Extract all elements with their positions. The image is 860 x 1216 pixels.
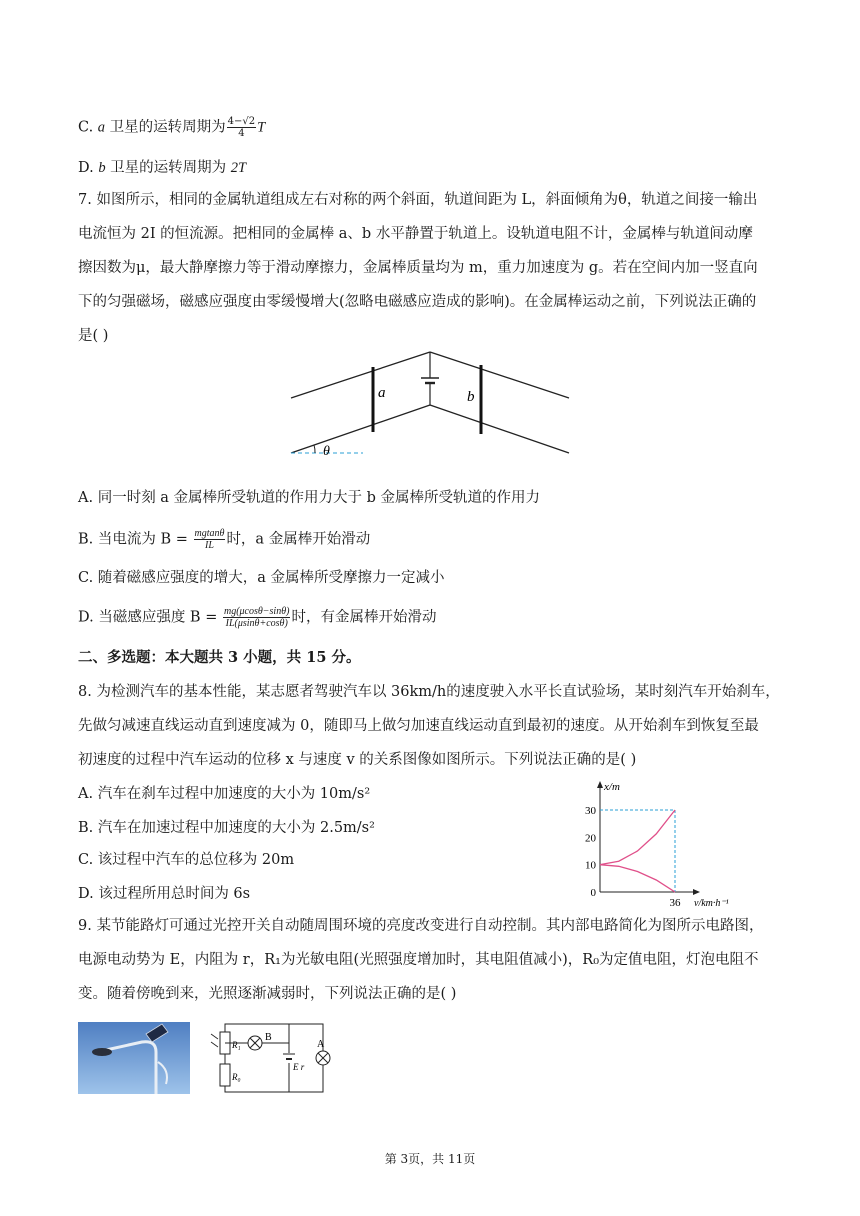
y-axis-label: x/m [604,781,620,793]
q8-option-a: A. 汽车在刹车过程中加速度的大小为 10m/s² [78,786,371,802]
section-heading: 二、多选题：本大题共 3 小题，共 15 分。 [78,649,361,666]
r0-label: R₀ [232,1072,241,1082]
lamp-a-label: A [317,1039,325,1050]
series-line-2 [600,865,675,892]
q7-option-a: A. 同一时刻 a 金属棒所受轨道的作用力大于 b 金属棒所受轨道的作用力 [78,490,541,506]
y-tick-label: 0 [590,887,596,899]
lamp-b-label: B [265,1032,272,1043]
q8-stem-line: 初速度的过程中汽车运动的位移 x 与速度 v 的关系图像如图所示。下列说法正确的是( ) [78,752,637,768]
q7-option-b: B. 当电流为 B = $\frac{mgtan\theta}{IL}$ 时，a 金属棒开始滑动 [78,528,371,551]
q7-rail-diagram [285,345,575,465]
source-label: E r [293,1062,305,1072]
lamp-circuit-diagram [205,1020,345,1096]
street-lamp-photo [78,1022,190,1094]
q9-stem-line: 电源电动势为 E，内阻为 r，R₁为光敏电阻(光照强度增加时，其电阻值减小)，R₀为定值电阻，灯泡电阻不 [78,952,759,968]
xv-chart [570,774,770,910]
q7-stem-line: 电流恒为 2I 的恒流源。把相同的金属棒 a、b 水平静置于轨道上。设轨道电阻不计，金属棒与轨道间动摩 [78,226,753,242]
q8-stem-line: 8. 为检测汽车的基本性能，某志愿者驾驶汽车以 36km/h的速度驶入水平长直试验场，某时刻汽车开始刹车， [78,684,780,700]
label-theta: θ [323,444,330,459]
label-b: b [467,389,475,405]
label-a: a [378,385,386,401]
q6-option-c: C. a 卫星的运转周期为 $\frac{4-√2}{4}$ T [78,116,266,139]
q8-option-b: B. 汽车在加速过程中加速度的大小为 2.5m/s² [78,820,375,836]
x-axis-label: v/km·h⁻¹ [694,898,729,909]
q8-stem-line: 先做匀减速直线运动直到速度减为 0，随即马上做匀加速直线运动直到最初的速度。从开始刹车到恢复至最 [78,718,759,734]
q9-stem-line: 变。随着傍晚到来，光照逐渐减弱时，下列说法正确的是( ) [78,986,457,1002]
q7-stem-line: 7. 如图所示，相同的金属轨道组成左右对称的两个斜面，轨道间距为 L，斜面倾角为θ，轨道之间接一输出 [78,192,758,208]
q7-stem-line: 擦因数为μ，最大静摩擦力等于滑动摩擦力，金属棒质量均为 m，重力加速度为 g。若在空间内加一竖直向 [78,260,758,276]
y-tick-label: 30 [585,805,596,817]
y-tick-label: 20 [585,832,596,845]
q7-stem-line: 下的匀强磁场，磁感应强度由零缓慢增大(忽略电磁感应造成的影响)。在金属棒运动之前，下列说法正确的 [78,294,757,310]
q8-option-c: C. 该过程中汽车的总位移为 20m [78,852,295,868]
q7-stem-line: 是( ) [78,328,109,344]
y-tick-label: 10 [585,859,596,872]
series-line-1 [600,810,675,865]
q9-stem-line: 9. 某节能路灯可通过光控开关自动随周围环境的亮度改变进行自动控制。其内部电路简化为图所示电路图， [78,918,764,934]
r1-label: R₁ [232,1040,241,1050]
x-tick-label: 36 [669,897,681,909]
page-footer: 第 3页，共 11页 [384,1152,476,1166]
q7-option-c: C. 随着磁感应强度的增大，a 金属棒所受摩擦力一定减小 [78,570,445,586]
q7-option-d: D. 当磁感应强度 B = $\frac{mg(\mu\cos\theta-\sin\theta)}{IL(\mu\sin\theta+\cos\theta)}$ 时，有金属棒开始滑动 [78,606,437,629]
q6-option-d: D. b 卫星的运转周期为 2T [78,160,247,176]
q8-option-d: D. 该过程所用总时间为 6s [78,886,251,902]
